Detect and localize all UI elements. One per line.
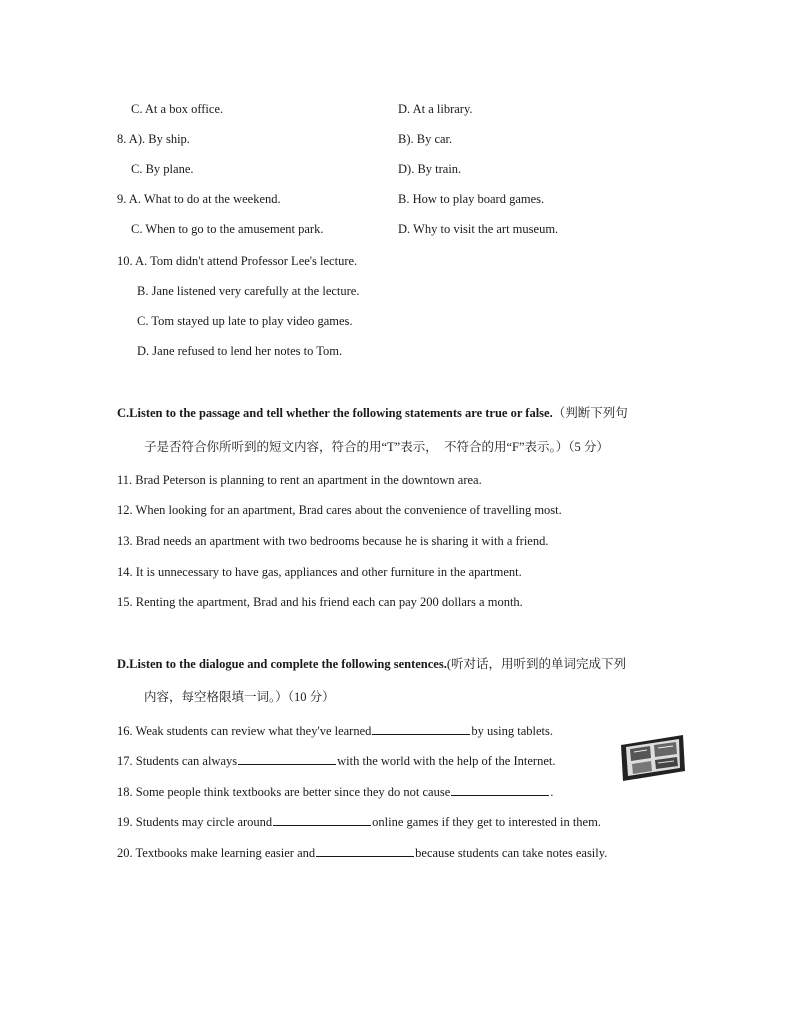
section-c-instruction-2: 子是否符合你所听到的短文内容，符合的用“T”表示， 不符合的用“F”表示。）（5 分） xyxy=(144,440,609,454)
sentence-20-after: because students can take notes easily. xyxy=(415,846,608,860)
q10-option-c: C. Tom stayed up late to play video games. xyxy=(137,314,353,328)
section-d-heading xyxy=(117,656,626,672)
sentence-18-after: . xyxy=(550,785,554,799)
blank-17[interactable] xyxy=(238,752,336,765)
q9-option-c: C. When to go to the amusement park. xyxy=(131,222,324,236)
section-c-heading xyxy=(117,405,628,421)
sentence-17-before: 17. Students can always xyxy=(117,754,238,768)
q10-option-b: B. Jane listened very carefully at the lecture. xyxy=(137,284,360,298)
q8-option-c: C. By plane. xyxy=(131,162,194,176)
blank-19[interactable] xyxy=(273,813,371,826)
q9-option-b: B. How to play board games. xyxy=(398,192,545,206)
statement-14: 14. It is unnecessary to have gas, appliances and other furniture in the apartment. xyxy=(117,565,522,579)
q10-option-a: 10. A. Tom didn't attend Professor Lee's lecture. xyxy=(117,254,358,268)
sentence-16-after: by using tablets. xyxy=(471,724,553,738)
section-c-title: C.Listen to the passage and tell whether the following statements are true or false. xyxy=(117,406,553,420)
sentence-19 xyxy=(117,813,601,830)
q8-option-b: B). By car. xyxy=(398,132,453,146)
statement-11: 11. Brad Peterson is planning to rent an apartment in the downtown area. xyxy=(117,473,482,487)
blank-20[interactable] xyxy=(316,844,414,857)
sentence-17 xyxy=(117,752,555,769)
blank-18[interactable] xyxy=(451,783,549,796)
tablet-illustration xyxy=(617,733,687,783)
q9-option-d: D. Why to visit the art museum. xyxy=(398,222,559,236)
q8-option-a: 8. A). By ship. xyxy=(117,132,190,146)
statement-12: 12. When looking for an apartment, Brad cares about the convenience of travelling most. xyxy=(117,503,562,517)
q7-option-d: D. At a library. xyxy=(398,102,473,116)
section-c-instruction-1: （判断下列句 xyxy=(552,406,628,420)
sentence-17-after: with the world with the help of the Internet. xyxy=(337,754,556,768)
sentence-16-before: 16. Weak students can review what they've learned xyxy=(117,724,372,738)
q9-option-a: 9. A. What to do at the weekend. xyxy=(117,192,281,206)
sentence-18-before: 18. Some people think textbooks are better since they do not cause xyxy=(117,785,451,799)
q7-option-c: C. At a box office. xyxy=(131,102,224,116)
q10-option-d: D. Jane refused to lend her notes to Tom. xyxy=(137,344,343,358)
section-d-instruction-1: (听对话，用听到的单词完成下列 xyxy=(446,657,627,671)
q8-option-d: D). By train. xyxy=(398,162,462,176)
blank-16[interactable] xyxy=(372,722,470,735)
sentence-19-before: 19. Students may circle around xyxy=(117,815,273,829)
sentence-16 xyxy=(117,722,553,739)
statement-15: 15. Renting the apartment, Brad and his friend each can pay 200 dollars a month. xyxy=(117,595,523,609)
section-d-instruction-2: 内容，每空格限填一词。）（10 分） xyxy=(144,690,335,704)
sentence-19-after: online games if they get to interested in them. xyxy=(372,815,601,829)
statement-13: 13. Brad needs an apartment with two bedrooms because he is sharing it with a friend. xyxy=(117,534,549,548)
sentence-20-before: 20. Textbooks make learning easier and xyxy=(117,846,316,860)
sentence-20 xyxy=(117,844,607,861)
sentence-18 xyxy=(117,783,553,800)
section-d-title: D.Listen to the dialogue and complete the following sentences. xyxy=(117,657,447,671)
